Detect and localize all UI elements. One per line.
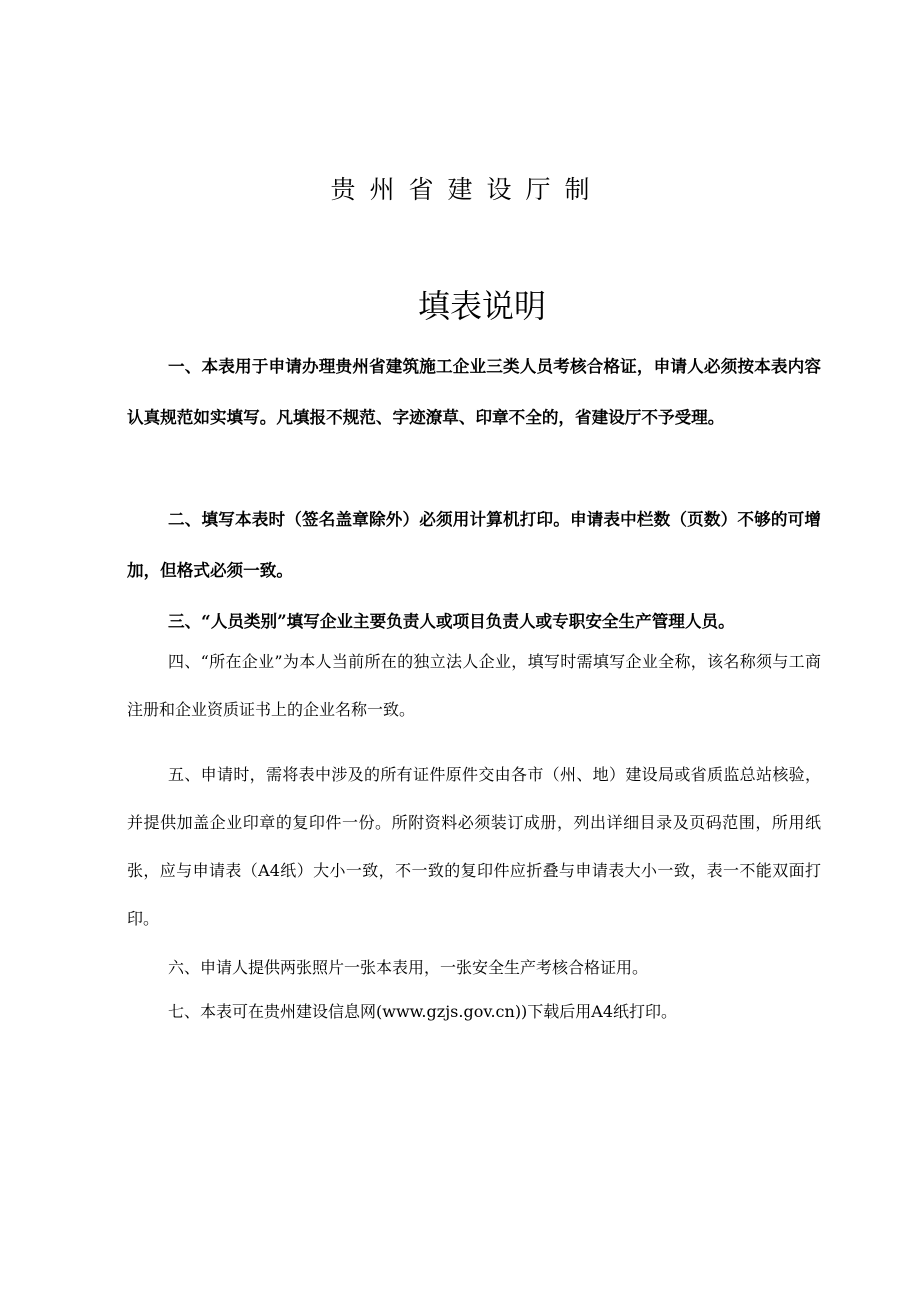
instruction-6: 六、申请人提供两张照片一张本表用，一张安全生产考核合格证用。	[168, 958, 649, 977]
instruction-1: 一、本表用于申请办理贵州省建筑施工企业三类人员考核合格证，申请人必须按本表内容认真规范如实填写。凡填报不规范、字迹潦草、印章不全的，省建设厅不予受理。	[127, 356, 821, 427]
instruction-3: 三、“人员类别”填写企业主要负责人或项目负责人或专职安全生产管理人员。	[168, 611, 735, 631]
instruction-4: 四、“所在企业”为本人当前所在的独立法人企业，填写时需填写企业全称，该名称须与工商注册和企业资质证书上的企业名称一致。	[127, 652, 821, 719]
instruction-5: 五、申请时，需将表中涉及的所有证件原件交由各市（州、地）建设局或省质监总站核验，并提供加盖企业印章的复印件一份。所附资料必须装订成册，列出详细目录及页码范围，所用纸张，应与申请表（A4纸）大小一致，不一致的复印件应折叠与申请表大小一致，表一不能双面打印。	[127, 765, 821, 928]
instruction-7: 七、本表可在贵州建设信息网(www.gzjs.gov.cn))下载后用A4纸打印。	[168, 1002, 678, 1021]
issuer-line: 贵州省建设厅制	[330, 175, 604, 204]
instruction-2: 二、填写本表时（签名盖章除外）必须用计算机打印。申请表中栏数（页数）不够的可增加，但格式必须一致。	[127, 509, 821, 580]
page-title: 填表说明	[417, 287, 546, 325]
